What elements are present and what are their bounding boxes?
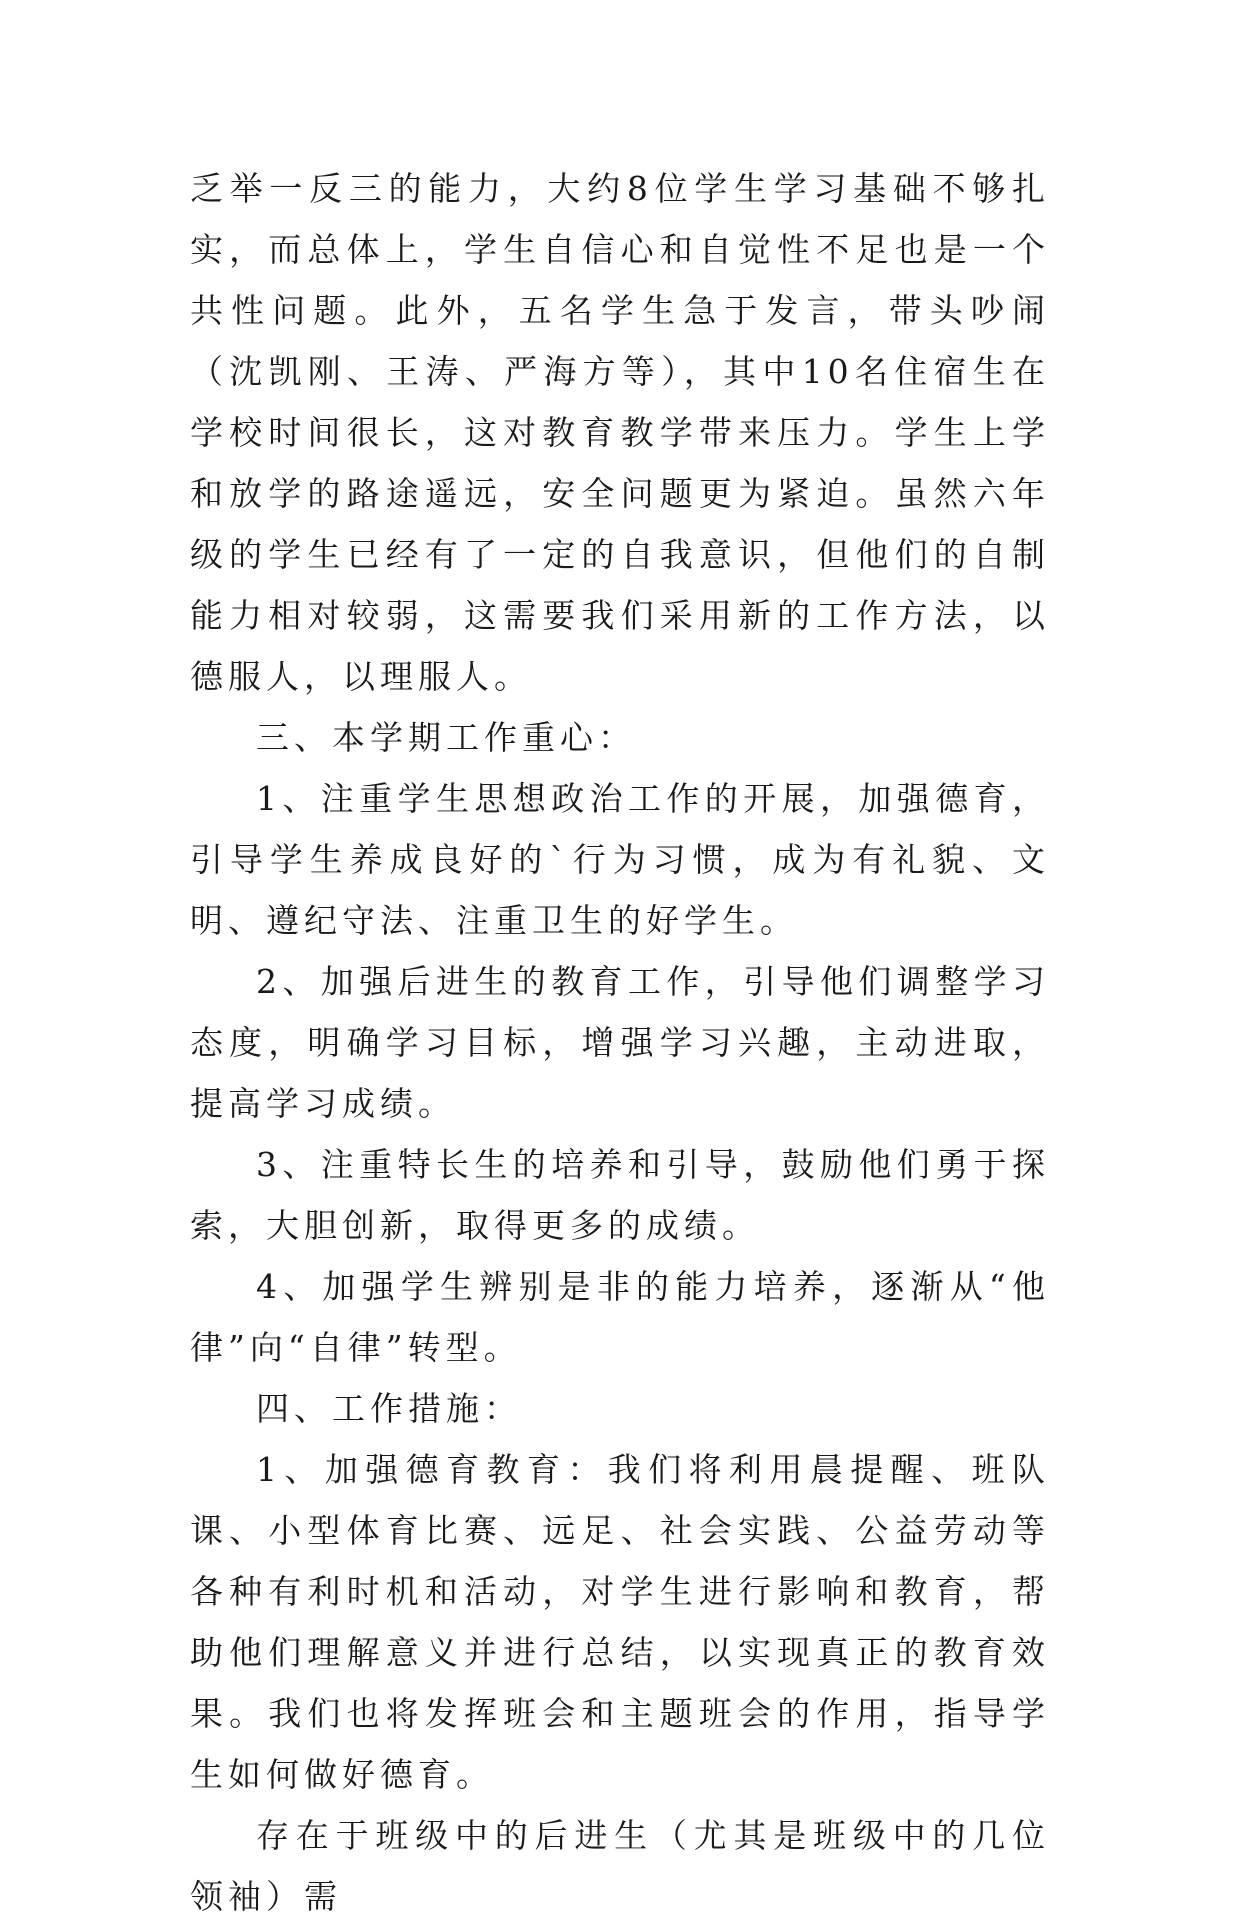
- document-body: [190, 158, 1050, 1927]
- list-item: 1、注重学生思想政治工作的开展，加强德育，引导学生养成良好的`行为习惯，成为有礼貌、文明、遵纪守法、注重卫生的好学生。: [190, 779, 1050, 940]
- section-heading: 四、工作措施：: [256, 1389, 522, 1428]
- section-heading: 三、本学期工作重心：: [256, 718, 636, 757]
- paragraph: 存在于班级中的后进生（尤其是班级中的几位领袖）需: [190, 1816, 1050, 1916]
- list-item: 2、加强后进生的教育工作，引导他们调整学习态度，明确学习目标，增强学习兴趣，主动进取，提高学习成绩。: [190, 962, 1050, 1123]
- list-item: 4、加强学生辨别是非的能力培养，逐渐从“他律”向“自律”转型。: [190, 1267, 1050, 1367]
- list-item: 3、注重特长生的培养和引导，鼓励他们勇于探索，大胆创新，取得更多的成绩。: [190, 1145, 1050, 1245]
- paragraph: 乏举一反三的能力，大约8位学生学习基础不够扎实，而总体上，学生自信心和自觉性不足也是一个共性问题。此外，五名学生急于发言，带头吵闹（沈凯刚、王涛、严海方等），其中10名住宿生在学校时间很长，这对教育教学带来压力。学生上学和放学的路途遥远，安全问题更为紧迫。虽然六年级的学生已经有了一定的自我意识，但他们的自制能力相对较弱，这需要我们采用新的工作方法，以德服人，以理服人。: [190, 169, 1050, 696]
- list-item: 1、加强德育教育：我们将利用晨提醒、班队课、小型体育比赛、远足、社会实践、公益劳动等各种有利时机和活动，对学生进行影响和教育，帮助他们理解意义并进行总结，以实现真正的教育效果。我们也将发挥班会和主题班会的作用，指导学生如何做好德育。: [190, 1450, 1050, 1794]
